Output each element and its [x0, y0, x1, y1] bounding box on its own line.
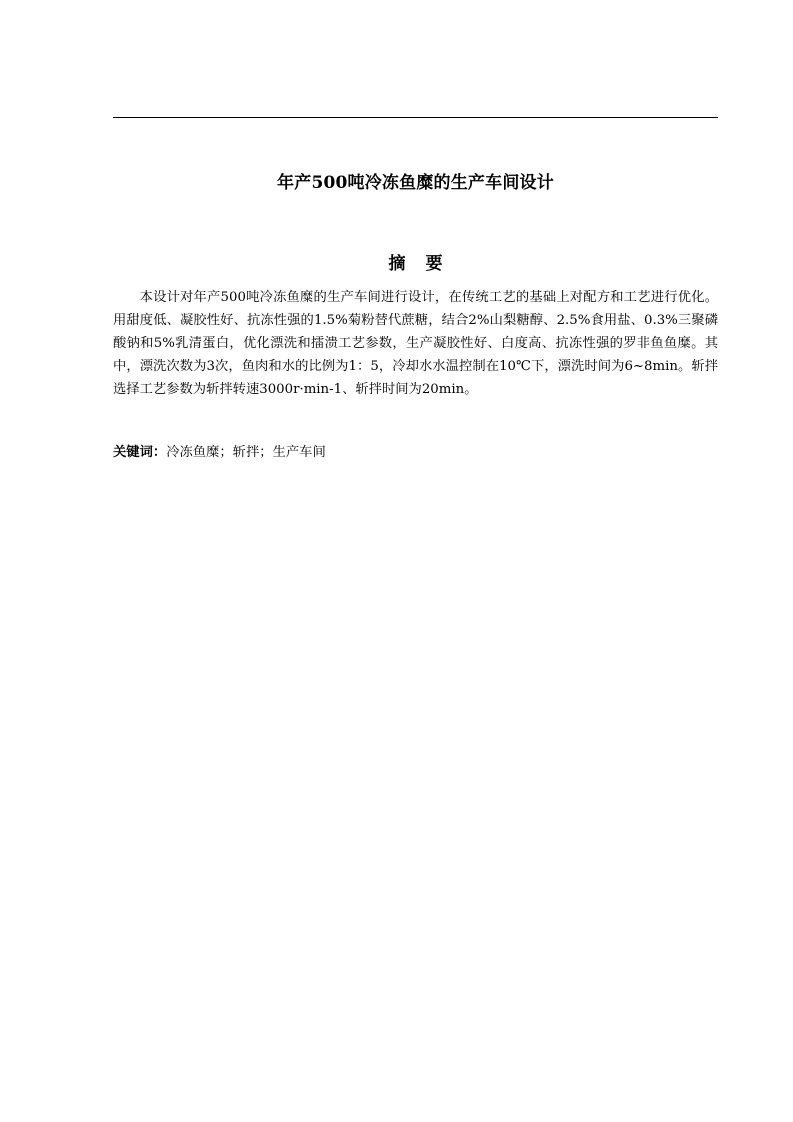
abstract-heading: [113, 252, 718, 276]
keywords-value: 冷冻鱼糜；斩拌；生产车间: [166, 445, 326, 460]
keywords-line: [113, 441, 718, 464]
abstract-heading-char-2: 要: [425, 254, 443, 274]
header-rule: [113, 117, 718, 118]
abstract-heading-char-1: 摘: [388, 254, 406, 274]
abstract-body: 本设计对年产500吨冷冻鱼糜的生产车间进行设计，在传统工艺的基础上对配方和工艺进行优化。用甜度低、凝胶性好、抗冻性强的1.5%菊粉替代蔗糖，结合2%山梨糖醇、2.5%食用盐、0.3%三聚磷酸钠和5%乳清蛋白，优化漂洗和擂溃工艺参数，生产凝胶性好、白度高、抗冻性强的罗非鱼鱼糜。其中，漂洗次数为3次，鱼肉和水的比例为1：5，冷却水水温控制在10℃下，漂洗时间为6~8min。斩拌选择工艺参数为斩拌转速3000r·min-1、斩拌时间为20min。: [113, 290, 718, 397]
document-title: 年产500吨冷冻鱼糜的生产车间设计: [277, 173, 554, 193]
keywords-label: 关键词：: [113, 445, 167, 460]
